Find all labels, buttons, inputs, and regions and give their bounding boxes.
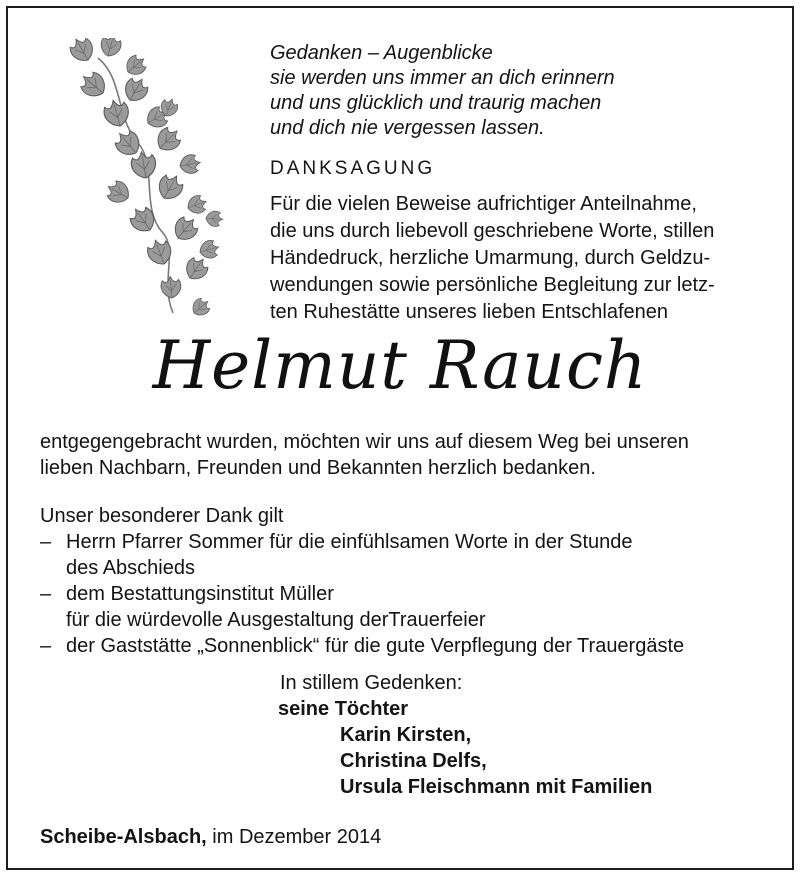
thanks-item-continuation: des Abschieds — [66, 557, 195, 579]
thanks-item-text: dem Bestattungsinstitut Müller — [66, 583, 334, 605]
mourner-name: Ursula Fleischmann mit Familien — [340, 776, 653, 798]
place-name: Scheibe-Alsbach, — [40, 826, 207, 848]
intro-line: Händedruck, herzliche Umarmung, durch Geldzu- — [270, 247, 711, 269]
memorial-poem — [270, 41, 615, 141]
poem-line: Gedanken – Augenblicke — [270, 42, 493, 64]
special-thanks — [40, 503, 684, 659]
obituary-notice — [6, 6, 794, 870]
dash-bullet: – — [40, 531, 52, 553]
poem-line: und uns glücklich und traurig machen — [270, 92, 602, 114]
danksagung-heading: DANKSAGUNG — [270, 158, 436, 179]
deceased-name: Helmut Rauch — [152, 327, 648, 404]
body-paragraph — [40, 429, 689, 481]
body-line: entgegengebracht wurden, möchten wir uns auf diesem Weg bei unseren — [40, 431, 689, 453]
dash-bullet: – — [40, 635, 52, 657]
dash-bullet: – — [40, 583, 52, 605]
signoff-lead: In stillem Gedenken: — [280, 672, 463, 694]
date-text: im Dezember 2014 — [212, 826, 382, 848]
thanks-item-continuation: für die würdevolle Ausgestaltung derTrauerfeier — [66, 609, 486, 631]
thanks-item-text: Herrn Pfarrer Sommer für die einfühlsamen Worte in der Stunde — [66, 531, 633, 553]
intro-line: Für die vielen Beweise aufrichtiger Anteilnahme, — [270, 193, 697, 215]
special-thanks-intro: Unser besonderer Dank gilt — [40, 505, 284, 527]
intro-paragraph — [270, 191, 715, 326]
poem-line: sie werden uns immer an dich erinnern — [270, 67, 615, 89]
thanks-item-text: der Gaststätte „Sonnenblick“ für die gute Verpflegung der Trauergäste — [66, 635, 685, 657]
place-and-date — [40, 824, 381, 850]
thanks-item — [40, 529, 684, 555]
intro-line: wendungen sowie persönliche Begleitung zur letz- — [270, 274, 715, 296]
mourner-name: Karin Kirsten, — [340, 724, 472, 746]
intro-line: die uns durch liebevoll geschriebene Worte, stillen — [270, 220, 715, 242]
mourner-name: Christina Delfs, — [340, 750, 487, 772]
thanks-item — [40, 581, 684, 607]
ivy-leaves-icon — [68, 38, 228, 328]
signoff-relation: seine Töchter — [278, 698, 409, 720]
thanks-item — [40, 633, 684, 659]
body-line: lieben Nachbarn, Freunden und Bekannten herzlich bedanken. — [40, 457, 596, 479]
intro-line: ten Ruhestätte unseres lieben Entschlafenen — [270, 301, 669, 323]
poem-line: und dich nie vergessen lassen. — [270, 117, 545, 139]
signoff — [280, 670, 652, 800]
